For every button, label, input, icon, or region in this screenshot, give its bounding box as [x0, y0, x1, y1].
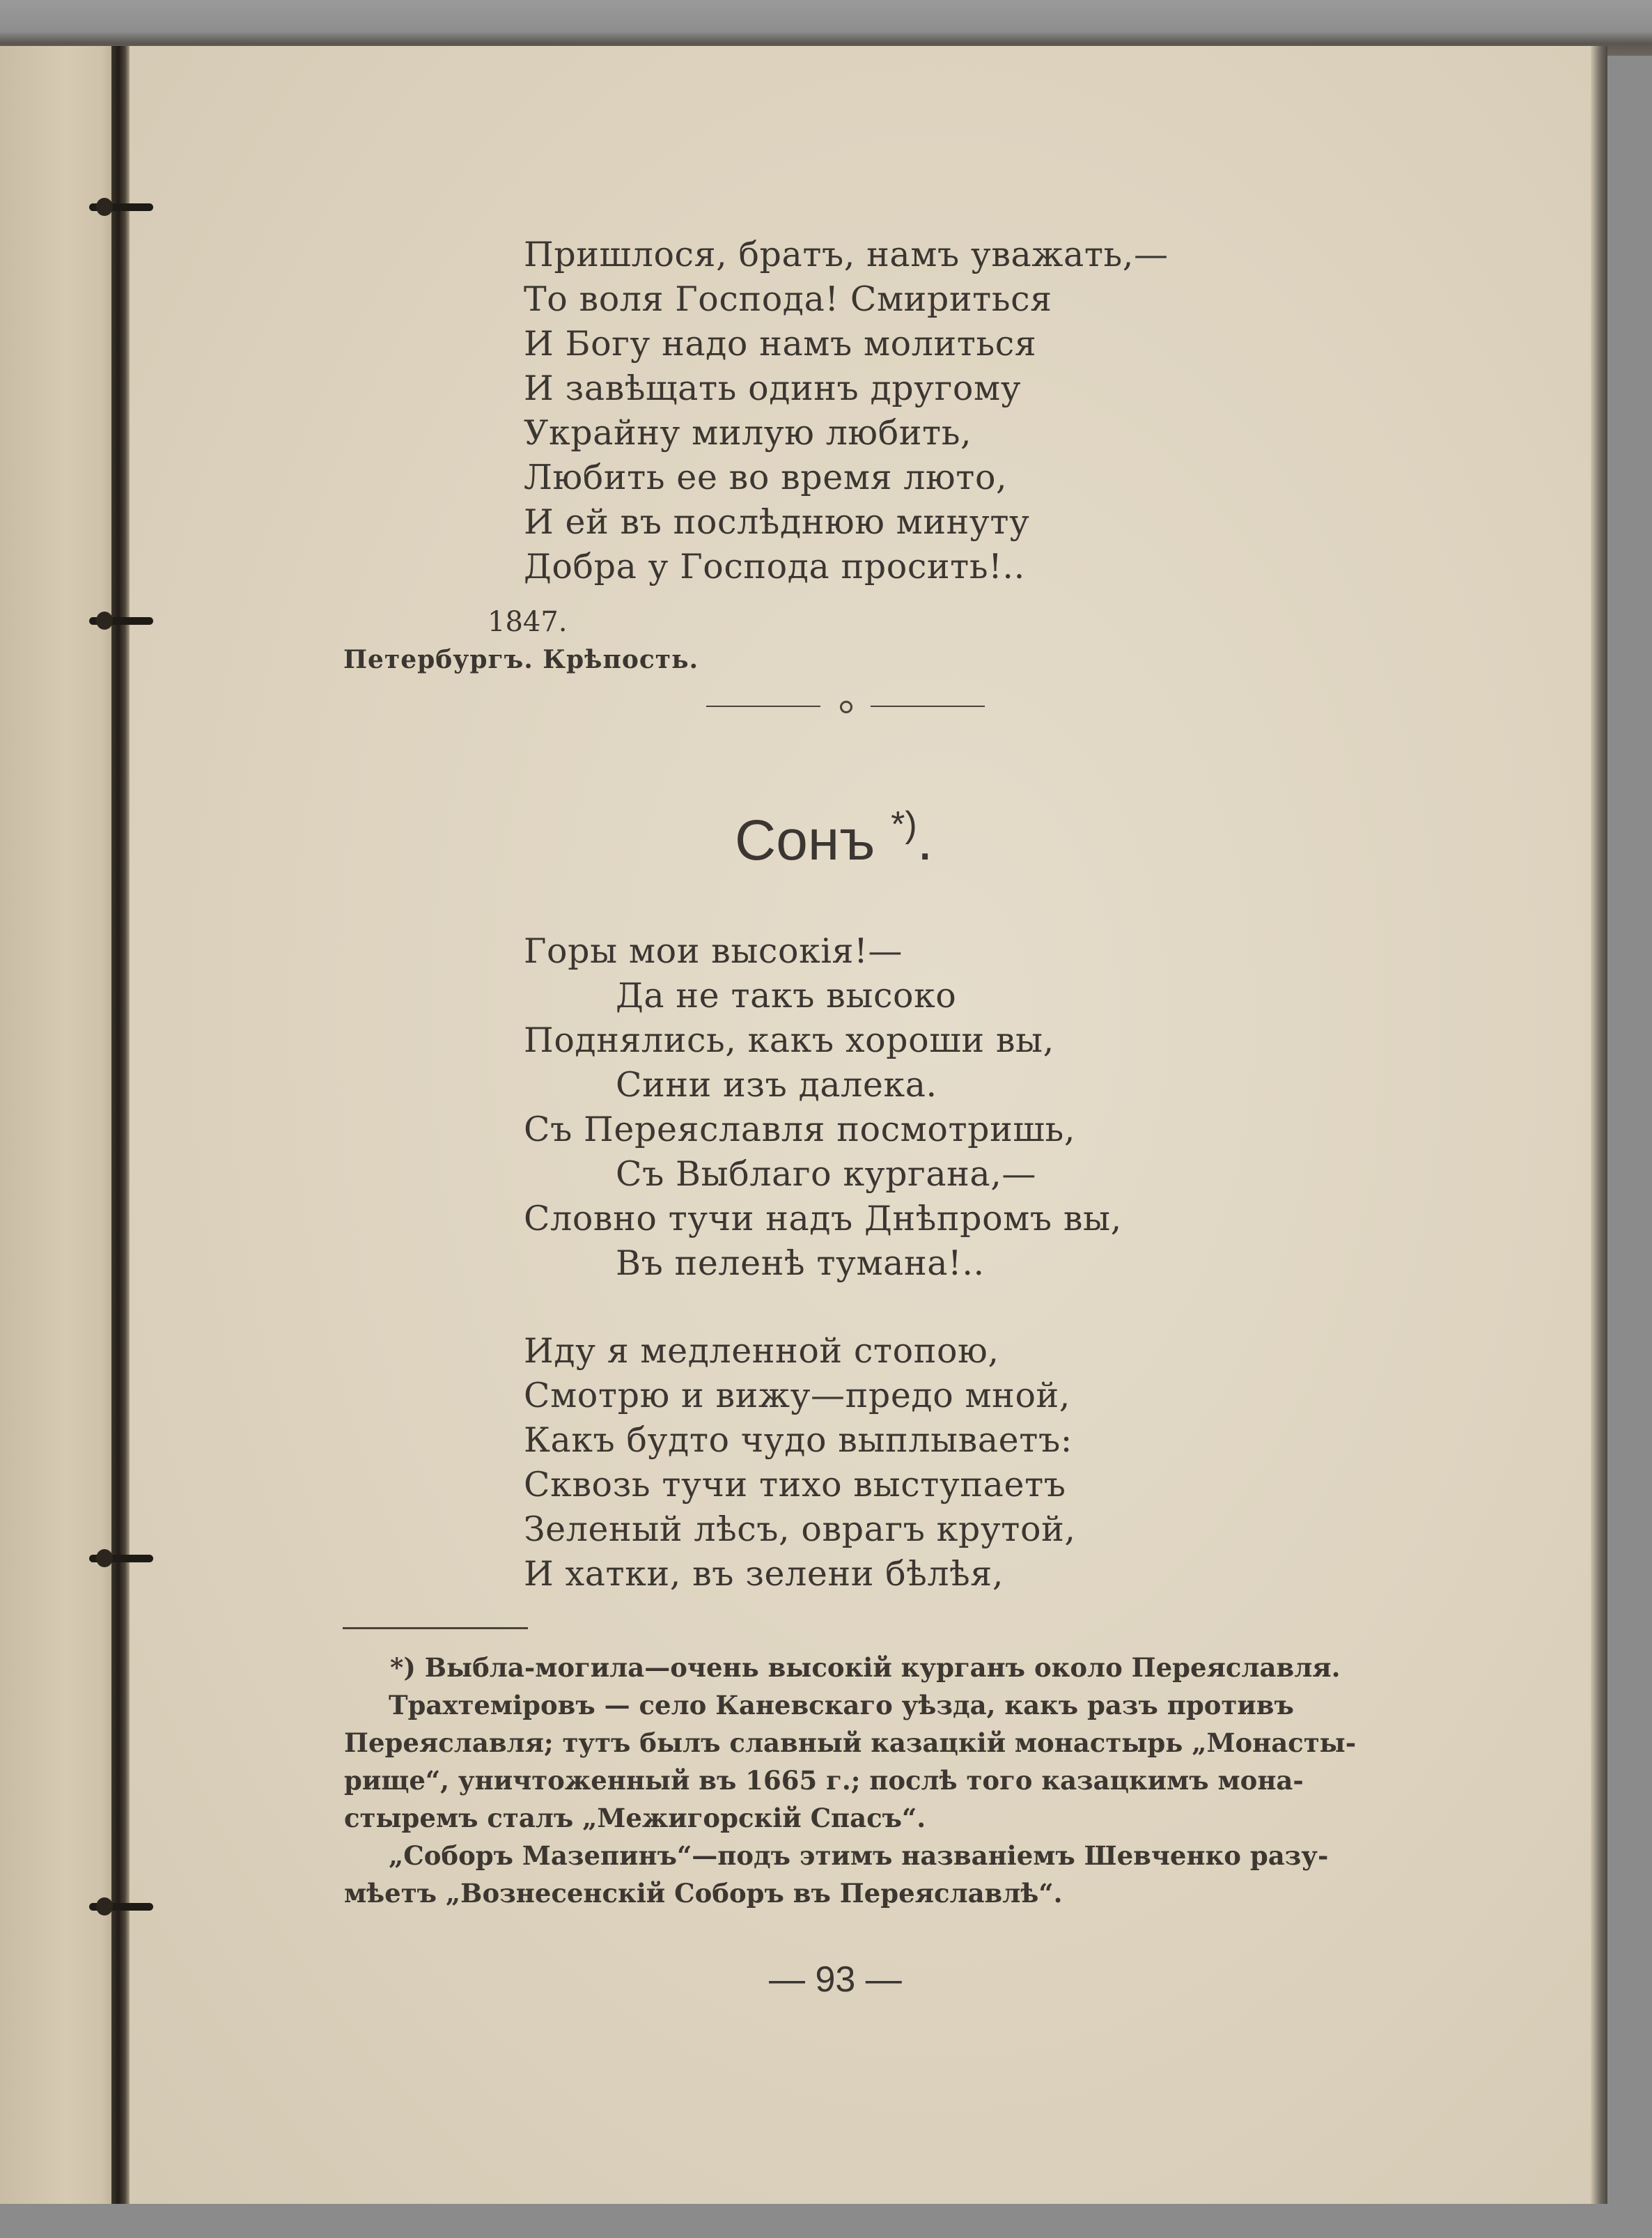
verse-line: И ей въ послѣднюю минуту [524, 502, 1030, 542]
verse-line: Съ Переяславля посмотришь, [524, 1110, 1075, 1149]
verse-line: Украйну милую любить, [524, 413, 972, 453]
verse-line-indented: Да не такъ высоко [616, 976, 957, 1016]
verse-line: Горы мои высокія!— [524, 931, 903, 971]
verse-line: Добра у Господа просить!.. [524, 547, 1025, 586]
page-right-edge [1591, 46, 1607, 2204]
binding-stitch [89, 610, 153, 631]
footnote-rule [343, 1627, 528, 1629]
footnote-line: мѣетъ „Вознесенскій Соборъ въ Переяславлѣ“. [344, 1878, 1063, 1909]
verse-line: То воля Господа! Смириться [524, 279, 1052, 319]
poem-title-suffix: . [917, 809, 933, 872]
footnote-marker: *) [891, 805, 917, 845]
poem-place: Петербургъ. Крѣпость. [343, 645, 699, 674]
book-gutter [111, 46, 130, 2204]
scan-bottom-border [0, 2204, 1652, 2238]
verse-line: Пришлося, братъ, намъ уважать,— [524, 235, 1169, 274]
binding-stitch [89, 1548, 153, 1569]
verse-line: И Богу надо намъ молиться [524, 324, 1037, 364]
divider-ornament [840, 701, 852, 713]
footnote-line: Переяславля; тутъ былъ славный казацкій монастырь „Монасты- [344, 1727, 1357, 1758]
verse-line: Сквозь тучи тихо выступаетъ [524, 1465, 1066, 1505]
divider-rule-left [706, 706, 820, 707]
poem-date: 1847. [488, 606, 568, 638]
footnote-line: *) Выбла-могила—очень высокій курганъ около Переяславля. [390, 1652, 1341, 1683]
facing-page-edge [0, 46, 120, 2204]
verse-line: Поднялись, какъ хороши вы, [524, 1020, 1054, 1060]
footnote-line: рище“, уничтоженный въ 1665 г.; послѣ того казацкимъ мона- [344, 1765, 1304, 1796]
footnote-line: „Соборъ Мазепинъ“—подъ этимъ названіемъ Шевченко разу- [389, 1840, 1329, 1871]
poem-title [735, 805, 933, 873]
verse-line: Зеленый лѣсъ, оврагъ крутой, [524, 1509, 1076, 1549]
verse-line: Иду я медленной стопою, [524, 1331, 999, 1371]
verse-line: И хатки, въ зелени бѣлѣя, [524, 1554, 1004, 1594]
footnote-line: стыремъ сталъ „Межигорскій Спасъ“. [344, 1803, 926, 1833]
verse-line-indented: Сини изъ далека. [616, 1065, 937, 1105]
footnote-line: Трахтеміровъ — село Каневскаго уѣзда, какъ разъ противъ [389, 1690, 1294, 1720]
poem-title-text: Сонъ [735, 809, 875, 872]
verse-line: Любить ее во время люто, [524, 458, 1008, 497]
page-number: — 93 — [769, 1959, 902, 2000]
verse-line-indented: Въ пеленѣ тумана!.. [616, 1243, 985, 1283]
verse-line: И завѣщать одинъ другому [524, 368, 1022, 408]
binding-stitch [89, 1896, 153, 1917]
verse-line: Какъ будто чудо выплываетъ: [524, 1420, 1073, 1460]
verse-line: Словно тучи надъ Днѣпромъ вы, [524, 1199, 1122, 1238]
divider-rule-right [871, 706, 985, 707]
verse-line: Смотрю и вижу—предо мной, [524, 1376, 1070, 1415]
binding-stitch [89, 196, 153, 217]
verse-line-indented: Съ Выблаго кургана,— [616, 1154, 1036, 1194]
section-divider [706, 692, 985, 720]
